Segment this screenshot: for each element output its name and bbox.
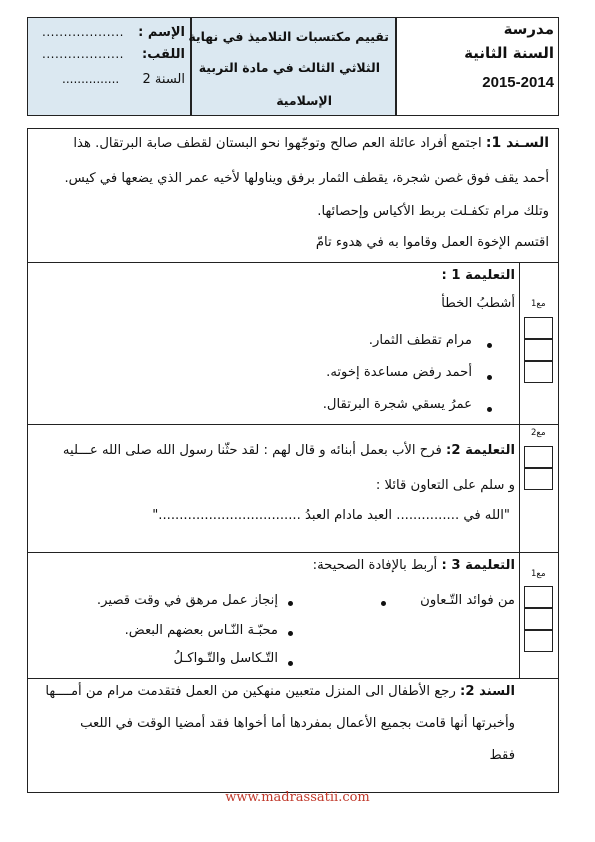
school-label: مدرسة bbox=[503, 20, 554, 38]
task3-heading bbox=[313, 558, 515, 573]
sanad2-line2: وأخبرتها أنها قامت بجميع الأعمال بمفردها أما أخواها فقد أمضيا الوقت في اللعب bbox=[80, 716, 515, 731]
exam-title-line3: الإسلامية bbox=[276, 93, 332, 108]
task2-text1: فرح الأب بعمل أبنائه و قال لهم : لقد حثّنا رسول الله صلى الله عـــليه bbox=[62, 443, 442, 458]
row-divider bbox=[27, 552, 559, 553]
surname-field[interactable]: ................... bbox=[42, 47, 124, 61]
task2-mark: مع2 bbox=[531, 428, 546, 438]
task2-line1 bbox=[63, 443, 515, 458]
task3-mark: مع1 bbox=[531, 569, 546, 579]
answer-box[interactable] bbox=[524, 586, 553, 608]
name-label: الإسم : bbox=[138, 25, 185, 40]
sanad1-text1: اجتمع أفراد عائلة العم صالح وتوجّهوا نحو البستان لقطف صابة البرتقال. هذا bbox=[73, 136, 482, 151]
sanad2-label: السند 2: bbox=[460, 684, 515, 699]
bullet-icon bbox=[487, 375, 492, 380]
sanad1-line1 bbox=[73, 135, 549, 151]
task1-item: عمرُ يسقي شجرة البرتقال. bbox=[322, 397, 472, 412]
row-divider bbox=[27, 262, 559, 263]
exam-title-line2: الثلاثي الثالث في مادة التربية bbox=[198, 60, 380, 75]
task3-right-item: إنجاز عمل مرهق في وقت قصير. bbox=[96, 593, 278, 608]
task1-item: مرام تقطف الثمار. bbox=[368, 333, 472, 348]
task3-right-item: محبّـة النّـاس بعضهم البعض. bbox=[124, 623, 278, 638]
sanad1-line2: أحمد يقف فوق غصن شجرة، يقطف الثمار برفق ويناولها لأخيه عمر الذي يضعها في كيس. bbox=[64, 171, 549, 186]
sanad1-line3: وتلك مرام تكفـلت بربط الأكياس وإحصائها. bbox=[317, 204, 549, 219]
task3-right-item: التّـكاسل والتّـواكـلُ bbox=[173, 651, 278, 666]
answer-box[interactable] bbox=[524, 468, 553, 490]
task1-item: أحمد رفض مساعدة إخوته. bbox=[326, 365, 472, 380]
bullet-icon bbox=[288, 601, 293, 606]
bullet-icon bbox=[487, 407, 492, 412]
task2-label: التعليمة 2: bbox=[446, 443, 515, 458]
name-field[interactable]: ................... bbox=[42, 25, 124, 39]
class-label: السنة 2 bbox=[142, 72, 185, 87]
sanad2-text1: رجع الأطفال الى المنزل متعبين منهكين من العمل فتقدمت مرام من أمــــها bbox=[45, 684, 456, 699]
bullet-icon bbox=[381, 601, 386, 606]
task3-label: التعليمة 3 : bbox=[441, 558, 515, 573]
task1-mark: مع1 bbox=[531, 299, 546, 309]
answer-box[interactable] bbox=[524, 361, 553, 383]
mark-column-divider bbox=[519, 262, 520, 678]
task1-label: التعليمة 1 : bbox=[441, 268, 515, 283]
class-field[interactable]: ............... bbox=[62, 72, 120, 86]
bullet-icon bbox=[288, 661, 293, 666]
task1-instruction: أشطبُ الخطأ bbox=[441, 296, 515, 311]
answer-box[interactable] bbox=[524, 339, 553, 361]
school-year: 2015-2014 bbox=[482, 74, 554, 91]
answer-box[interactable] bbox=[524, 317, 553, 339]
sanad2-line1 bbox=[45, 684, 515, 699]
answer-box[interactable] bbox=[524, 608, 553, 630]
sanad1-line4: اقتسم الإخوة العمل وقاموا به في هدوء تامّ bbox=[315, 235, 549, 250]
task3-left-item: من فوائد التّـعاون bbox=[420, 593, 515, 608]
row-divider bbox=[27, 678, 559, 679]
task3-instruction: أربط بالإفادة الصحيحة: bbox=[312, 558, 438, 573]
row-divider bbox=[27, 424, 559, 425]
bullet-icon bbox=[487, 343, 492, 348]
grade-label: السنة الثانية bbox=[464, 44, 554, 62]
bullet-icon bbox=[288, 631, 293, 636]
answer-box[interactable] bbox=[524, 630, 553, 652]
website-footer[interactable]: www.madrassatii.com bbox=[225, 790, 370, 805]
sanad2-line3: فقط bbox=[489, 748, 515, 763]
sanad1-label: السـند 1: bbox=[485, 135, 549, 151]
task2-line2: و سلم على التعاون قائلا : bbox=[375, 478, 515, 493]
exam-title-line1: تقييم مكتسبات التلاميذ في نهاية bbox=[188, 29, 389, 44]
task2-line3: "الله في ............... العبد مادام العبدُ .................................." bbox=[152, 508, 510, 523]
surname-label: اللقب: bbox=[142, 47, 185, 62]
answer-box[interactable] bbox=[524, 446, 553, 468]
